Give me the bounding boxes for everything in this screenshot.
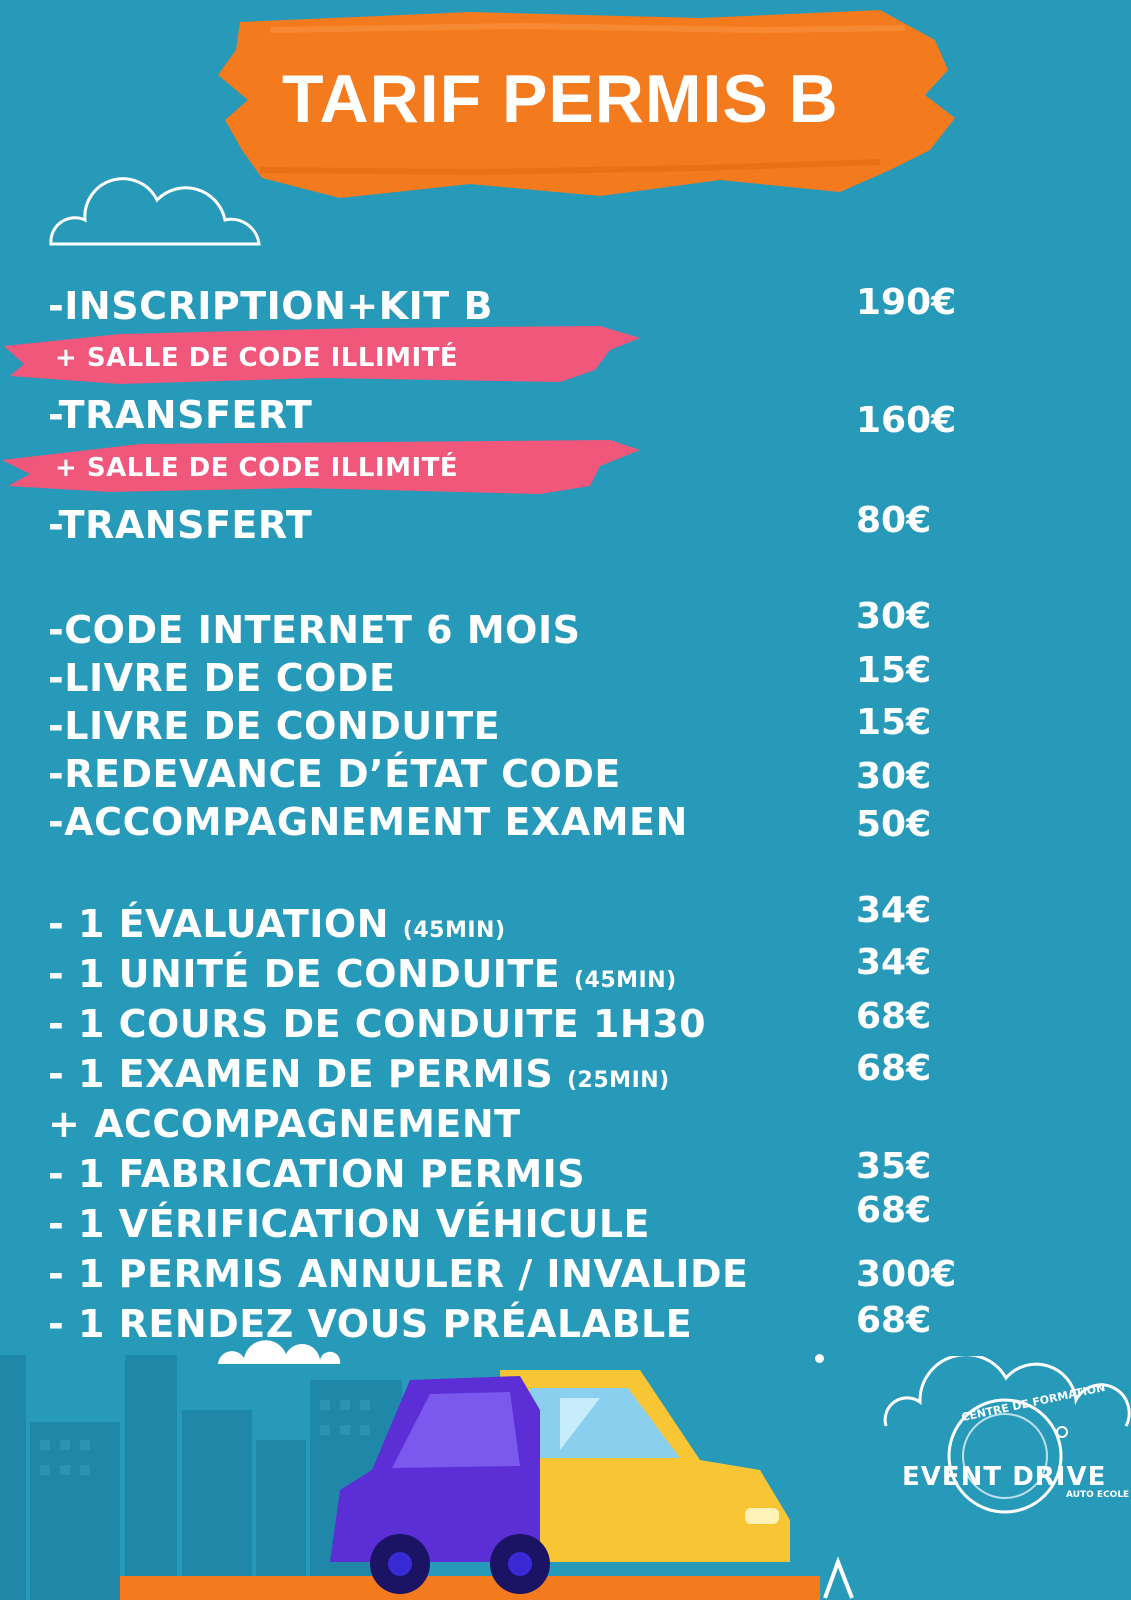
item-label-accompagnement-examen: -ACCOMPAGNEMENT EXAMEN: [48, 800, 688, 844]
item-label-rendez-vous: - 1 RENDEZ VOUS PRÉALABLE: [48, 1302, 693, 1346]
item-label-accompagnement: + ACCOMPAGNEMENT: [48, 1102, 521, 1146]
item-price-examen-permis: 68€: [856, 1048, 932, 1089]
item-text-examen-permis: - 1 EXAMEN DE PERMIS: [48, 1052, 554, 1096]
item-note-evaluation: (45MIN): [402, 918, 506, 943]
item-label-salle-code-2: + SALLE DE CODE ILLIMITÉ: [55, 453, 459, 483]
item-label-fabrication-permis: - 1 FABRICATION PERMIS: [48, 1152, 586, 1196]
item-price-unite-conduite: 34€: [856, 942, 932, 983]
cloud-outline-icon: [45, 170, 267, 252]
logo-emblem: [880, 1356, 1131, 1526]
item-price-evaluation: 34€: [856, 890, 932, 931]
item-price-permis-annuler: 300€: [856, 1254, 957, 1295]
item-price-verification-vehicule: 68€: [856, 1190, 932, 1231]
logo-name: EVENT DRIVE: [902, 1462, 1107, 1492]
logo-arc-text: CENTRE DE FORMATION: [960, 1380, 1107, 1425]
item-price-code-internet: 30€: [856, 596, 932, 637]
logo-sub: AUTO ECOLE: [1066, 1490, 1130, 1500]
item-label-verification-vehicule: - 1 VÉRIFICATION VÉHICULE: [48, 1202, 651, 1246]
item-label-permis-annuler: - 1 PERMIS ANNULER / INVALIDE: [48, 1252, 749, 1296]
cloud-solid-icon: [218, 1340, 340, 1364]
item-label-livre-conduite: -LIVRE DE CONDUITE: [48, 704, 501, 748]
item-label-salle-code-1: + SALLE DE CODE ILLIMITÉ: [55, 343, 459, 373]
decor-letter: [825, 1562, 852, 1598]
item-label-redevance: -REDEVANCE D’ÉTAT CODE: [48, 752, 621, 796]
road-stripe: [120, 1576, 820, 1600]
item-price-livre-code: 15€: [856, 650, 932, 691]
item-price-inscription: 190€: [856, 282, 957, 323]
item-price-accompagnement-examen: 50€: [856, 804, 932, 845]
item-label-livre-code: -LIVRE DE CODE: [48, 656, 396, 700]
item-label-code-internet: -CODE INTERNET 6 MOIS: [48, 608, 581, 652]
item-price-transfert-1: 160€: [856, 400, 957, 441]
page-title: TARIF PERMIS B: [282, 61, 839, 137]
item-label-examen-permis: [48, 1052, 670, 1096]
item-price-rendez-vous: 68€: [856, 1300, 932, 1341]
city-skyline: [0, 1355, 402, 1600]
item-price-transfert-2: 80€: [856, 500, 932, 541]
item-note-unite-conduite: (45MIN): [573, 968, 677, 993]
item-text-evaluation: - 1 ÉVALUATION: [48, 902, 390, 946]
item-label-evaluation: [48, 902, 506, 946]
item-price-cours-conduite: 68€: [856, 996, 932, 1037]
item-label-transfert-2: -TRANSFERT: [48, 503, 313, 547]
item-price-livre-conduite: 15€: [856, 702, 932, 743]
item-price-redevance: 30€: [856, 756, 932, 797]
item-label-inscription: -INSCRIPTION+KIT B: [48, 284, 493, 328]
item-label-cours-conduite: - 1 COURS DE CONDUITE 1H30: [48, 1002, 707, 1046]
item-text-unite-conduite: - 1 UNITÉ DE CONDUITE: [48, 952, 561, 996]
item-price-fabrication-permis: 35€: [856, 1146, 932, 1187]
item-note-examen-permis: (25MIN): [567, 1068, 670, 1093]
item-label-transfert-1: -TRANSFERT: [48, 393, 313, 437]
item-label-unite-conduite: [48, 952, 677, 996]
